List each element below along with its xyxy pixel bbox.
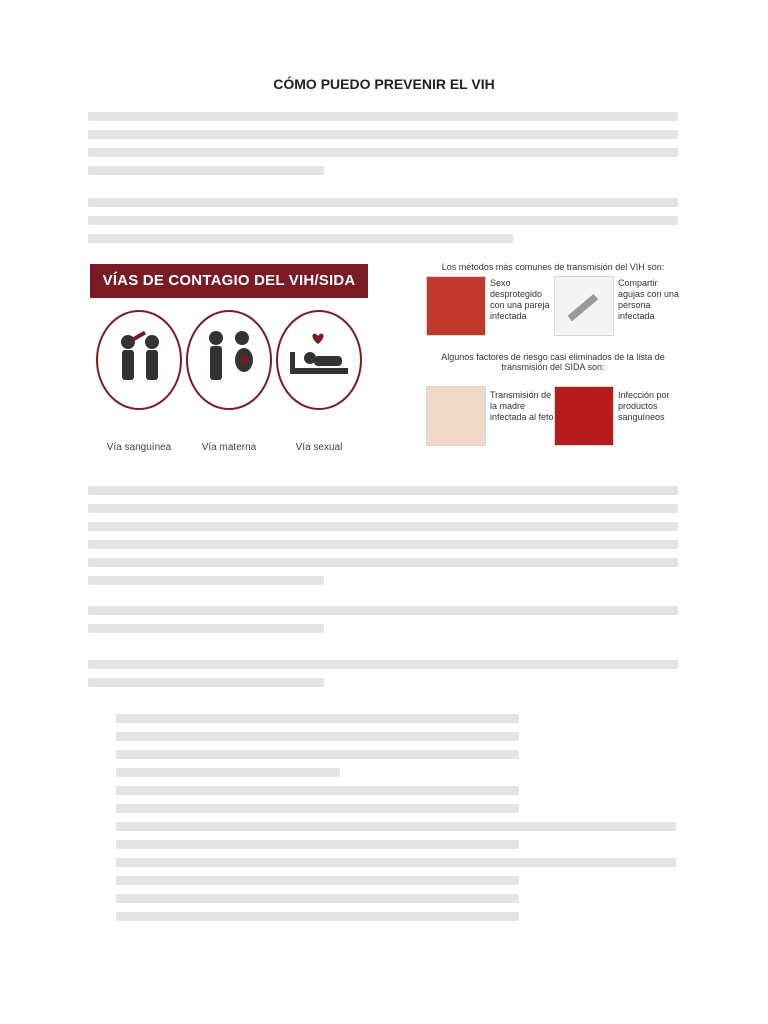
unprotected-sex-image	[426, 276, 486, 336]
paragraph-placeholder	[88, 606, 678, 642]
infographic-transmission-routes	[90, 264, 368, 458]
paragraph-placeholder	[88, 198, 678, 252]
caption-blood: Vía sanguínea	[106, 442, 172, 453]
infographic-header-top: Los métodos más comunes de transmisión del VIH son:	[441, 262, 665, 272]
label-mother-to-fetus: Transmisión de la madre infectada al feto	[490, 390, 554, 422]
route-circles	[90, 310, 368, 410]
paragraph-placeholder	[88, 660, 678, 696]
infographic-banner: VÍAS DE CONTAGIO DEL VIH/SIDA	[90, 264, 368, 298]
sexual-route-icon	[276, 310, 362, 410]
infographic-header-mid: Algunos factores de riesgo casi eliminados de la lista de transmisión del SIDA son:	[441, 352, 665, 372]
infographic-transmission-methods	[424, 260, 682, 456]
label-shared-needles: Compartir agujas con una persona infectada	[618, 278, 680, 321]
caption-sexual: Vía sexual	[295, 442, 343, 453]
bullet-list-placeholder	[116, 714, 676, 930]
blood-bag-image	[554, 386, 614, 446]
blood-route-icon	[96, 310, 182, 410]
label-blood-products: Infección por productos sanguíneos	[618, 390, 670, 422]
syringe-image	[554, 276, 614, 336]
label-unprotected-sex: Sexo desprotegido con una pareja infectada	[490, 278, 550, 321]
maternal-route-icon	[186, 310, 272, 410]
page-title: CÓMO PUEDO PREVENIR EL VIH	[273, 76, 495, 92]
paragraph-placeholder	[88, 112, 678, 184]
mother-to-fetus-image	[426, 386, 486, 446]
paragraph-placeholder	[88, 486, 678, 594]
caption-maternal: Vía materna	[201, 442, 257, 453]
